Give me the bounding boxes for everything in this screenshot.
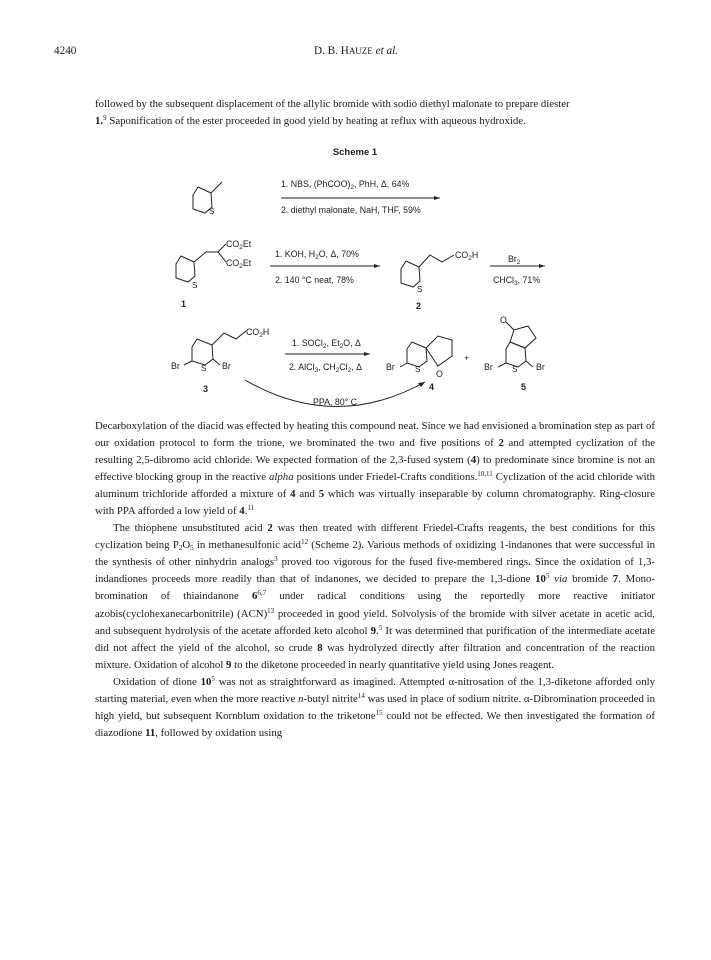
svg-text:S: S	[415, 365, 421, 374]
svg-text:CO2H: $CO_2H$	[455, 250, 479, 262]
reagent-1a: 1. NBS, $(PhCOO)_2$, PhH, Δ, 64%	[281, 179, 410, 191]
compound-label-1: 1	[181, 299, 187, 309]
paragraph-3: Oxidation of dione $10^5$ was not as straightforward as imagined. Attempted α-nitrosation of the 1,3-diketone afforded only starting material, even when the more reactive n-butyl nitrite$^{14}$ was used in place of sodium nitrite. α-Dibromination proceeded in high yield, but subsequent Kornblum oxidation to the triketone$^{15}$ could not be effected. We then investigated the formation of diazodione 11, followed by oxidation using	[95, 674, 656, 739]
plus-sign: +	[464, 353, 470, 363]
compound-label-5: 5	[521, 382, 527, 392]
svg-text:CO2H: $CO_2H$	[246, 327, 270, 339]
svg-text:O: O	[500, 315, 507, 325]
citation: 9	[103, 114, 107, 123]
reagent-2b: 2. 140 °C neat, 78%	[275, 275, 354, 285]
svg-text:S: S	[201, 364, 207, 373]
compound-ref-1: 1.	[95, 115, 104, 128]
sulfur-label: S	[209, 207, 215, 216]
svg-text:Br: Br	[386, 362, 395, 372]
compound-3-methylthiophene	[193, 182, 222, 216]
svg-text:Br: Br	[222, 361, 231, 371]
reaction-arrow-4	[285, 338, 370, 374]
compound-3	[171, 327, 269, 394]
reaction-arrow-5	[245, 380, 425, 407]
svg-text:CO2Et: $CO_2Et$	[226, 239, 252, 251]
intro-line-1: followed by the subsequent displacement of the allylic bromide with sodio diethyl malonate to prepare diester	[95, 98, 570, 110]
reagent-4a: 1. SOCl$_2$, $Et_2O$, Δ	[292, 338, 361, 350]
scheme-1	[0, 0, 711, 420]
reagent-5: PPA, 80° C	[313, 397, 357, 407]
reagent-2a: 1. KOH, $H_2O$, Δ, 70%	[275, 249, 359, 261]
svg-text:Br: Br	[536, 362, 545, 372]
reagent-4b: 2. AlCl$_3$, $CH_2Cl_2$, Δ	[289, 362, 362, 374]
svg-text:S: S	[512, 365, 518, 374]
paragraph-2: The thiophene unsubstituted acid 2 was then treated with different Friedel-Crafts reagents, the best conditions for this cyclization being $P_2O_5$ in methanesulfonic acid$^{12}$ (Scheme 2). Various methods of oxidizing 1-indanones that were successful in the synthesis of other ninhydrin analogs$^3$ proved too vigorous for the fused five-membered rings. Since the oxidation of 1,3-indandiones proceeds more readily than that of indanones, we decided to prepare the 1,3-dione $10^5$ via bromide 7. Mono-bromination of thiaindanone 6$^{6,7}$ under radical conditions using the reportedly more reactive initiator azobis(cyclohexanecarbonitrile) (ACN)$^{13}$ proceeded in good yield. Solvolysis of the bromide with silver acetate in acetic acid, and subsequent hydrolysis of the acetate afforded keto alcohol 9.$^5$ It was determined that purification of the intermediate acetate did not affect the yield of the alcohol, so crude 8 was hydrolyzed directly after filtration and concentration of the reaction mixture. Oxidation of alcohol 9 to the diketone proceeded in nearly quantitative yield using Jones reagent.	[95, 522, 656, 671]
page-number: 4240	[54, 45, 77, 57]
reaction-arrow-1	[281, 179, 440, 215]
svg-text:O: O	[436, 369, 443, 379]
reagent-3a: $Br_2$	[508, 254, 521, 266]
scheme-title: Scheme 1	[332, 147, 378, 158]
paragraph-1: Decarboxylation of the diacid was effected by heating this compound neat. Since we had envisioned a bromination step as part of our oxidation protocol to form the trione, we brominated the two and five positions of 2 and attempted cyclization of the resulting 2,5-dibromo acid chloride. We expected formation of the 2,3-fused system (4) to predominate since bromine is not an effective blocking group in the reactive alpha positions under Friedel-Crafts conditions.$^{10,11}$ Cyclization of the acid chloride with aluminum trichloride afforded a mixture of 4 and 5 which was virtually inseparable by column chromatography. Ring-closure with PPA afforded a low yield of 4.11	[95, 420, 656, 518]
compound-5	[484, 315, 545, 392]
intro-line-2: 1.$^9$ Saponification of the ester proceeded in good yield by heating at reflux with aqueous hydroxide.	[95, 114, 526, 128]
reagent-1b: 2. diethyl malonate, NaH, THF, 59%	[281, 205, 421, 215]
reaction-arrow-3	[490, 254, 545, 287]
svg-text:Br: Br	[171, 361, 180, 371]
compound-2	[401, 250, 478, 311]
svg-text:Br: Br	[484, 362, 493, 372]
svg-text:CO2Et: $CO_2Et$	[226, 258, 252, 270]
reagent-3b: CHCl$_3$, 71%	[493, 275, 541, 287]
compound-label-4: 4	[429, 382, 435, 392]
compound-label-2: 2	[416, 301, 422, 311]
compound-label-3: 3	[203, 384, 209, 394]
svg-text:S: S	[417, 285, 423, 294]
svg-text:S: S	[192, 281, 198, 290]
body-text	[95, 418, 655, 742]
compound-1	[176, 239, 252, 309]
running-authors: D. B. HAUZE et al.	[314, 45, 398, 57]
reaction-arrow-2	[270, 249, 380, 285]
